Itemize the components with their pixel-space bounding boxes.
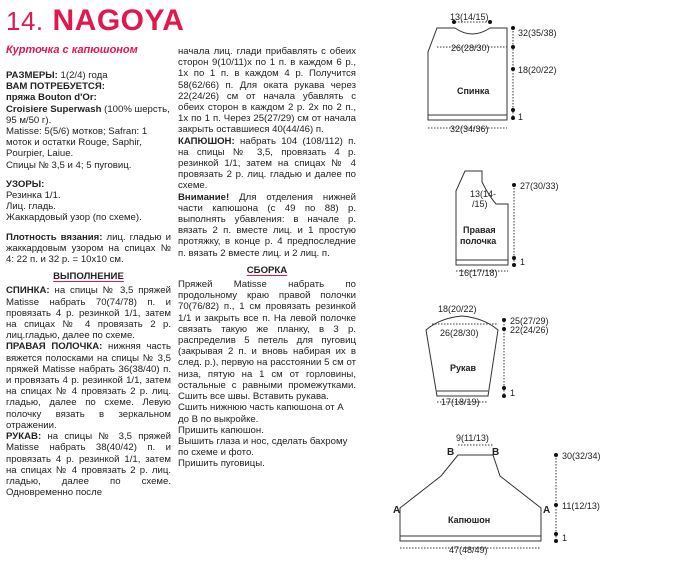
- sleeve-top: 18(20/22): [438, 304, 477, 314]
- pattern-subtitle: Курточка с капюшоном: [6, 44, 138, 56]
- yarn-label: пряжа Bouton d'Or:: [6, 92, 97, 104]
- yarn-matisse: Matisse: 5(5/6) мотков; Safran: 1 моток и остатки Rouge, Saphir, Pourpier, Laiue.: [6, 126, 148, 160]
- assembly-heading: СБОРКА: [246, 264, 288, 276]
- materials-heading: ВАМ ПОТРЕБУЕТСЯ:: [6, 81, 105, 93]
- front-label-2: полочка: [460, 236, 497, 246]
- front-label-1: Правая: [463, 225, 496, 235]
- assembly-step: Пришить капюшон.: [178, 424, 264, 436]
- measurement-dots: [452, 20, 558, 543]
- sleeve-rib: 1: [510, 388, 516, 398]
- back-total-height: 32(35/38): [518, 28, 557, 38]
- hood-rib: 1: [562, 533, 568, 543]
- hood-bottom-width: 47(48/49): [449, 545, 488, 555]
- pattern-title: [6, 4, 184, 38]
- hood-instructions: КАПЮШОН: набрать 104 (108/112) п. на спицы № 3,5, провязать 4 р. резинкой 1/1, затем на спицах № 4 провязать 2 р. лиц. гладью и далее по схеме.: [178, 135, 356, 192]
- front-rib: 1: [520, 257, 526, 267]
- assembly-step: Сшить нижнюю часть капюшона от A до B по выкройке.: [178, 402, 344, 425]
- assembly-instructions: Пряжей Matisse набрать по продольному краю правой полочки 70(76/82) п., 1 см провязать резинкой 1/1 и закрыть все п. На левой полочке связать такую же планку, в 3 р. распределив 5 петель для пуговиц (закрывая 2 п. и вновь набирая их в след. р.), первую на расстоянии 5 см от низа, пятую на 1 см от горловины, остальные с равными промежутками. Сшить все швы. Вставить рукава.: [178, 279, 356, 403]
- attention-note: Внимание! Для отделения нижней части капюшона (с 49 по 88) р. выполнять убавления: в начале р. вязать 2 п. вместе лиц. и 1 простую протяжку, в конце р. 4 предпоследние п. вязать 2 вместе лиц. и 2 лиц. п.: [178, 191, 356, 259]
- front-bottom-width: 16(17/18): [459, 268, 498, 278]
- density: Плотность вязания: лиц. гладью и жаккардовым узором на спицах № 4: 22 п. и 32 р. = 10х10 см.: [6, 231, 171, 266]
- back-schematic: [428, 22, 513, 128]
- pattern-number: 14.: [6, 6, 44, 36]
- schematics-panel: [380, 0, 699, 572]
- sleeve-height-2: 22(24/26): [510, 325, 549, 335]
- front-schematic: [456, 171, 514, 271]
- hood-point-a-left: A: [393, 505, 401, 516]
- pattern-item: Лиц. гладь.: [6, 201, 56, 213]
- back-top-width: 13(14/15): [450, 12, 489, 22]
- back-bottom-width: 32(34/36): [450, 124, 489, 134]
- back-label: Спинка: [457, 86, 490, 96]
- front-instructions: ПРАВАЯ ПОЛОЧКА: нижняя часть вяжется полосками на спицы № 3,5 пряжей Matisse набрать 36(38/40) п. и провязать 4 р. резинкой 1/1, затем на спицах № 4 провязать 2 р. лиц. гладью, далее по схеме. Левую полочку вязать в зеркальном отражении.: [6, 341, 171, 431]
- back-rib: 1: [518, 112, 524, 122]
- hood-top-width: 9(11/13): [456, 433, 489, 443]
- pattern-item: Жаккардовый узор (по схеме).: [6, 212, 142, 224]
- yarn-line: Croisiere Superwash (100% шерсть, 95 м/50 г).: [6, 103, 170, 126]
- hood-total-height: 30(32/34): [562, 451, 601, 461]
- sleeve-label: Рукав: [450, 363, 477, 373]
- sleeve-width: 26(28/30): [440, 328, 479, 338]
- hood-label: Капюшон: [448, 515, 491, 525]
- hood-point-b-right: B: [492, 447, 500, 458]
- hood-lower-height: 11(12/13): [562, 501, 600, 511]
- front-height: 27(30/33): [520, 181, 559, 191]
- execution-heading: ВЫПОЛНЕНИЕ: [53, 271, 124, 283]
- front-neck-2: /15): [472, 199, 488, 209]
- patterns-heading: УЗОРЫ:: [6, 178, 45, 190]
- assembly-step: Пришить пуговицы.: [178, 458, 265, 470]
- sleeve-bottom-width: 17(18/19): [441, 397, 480, 407]
- pattern-item: Резинка 1/1.: [6, 190, 61, 202]
- column-middle: [178, 46, 356, 470]
- hood-point-a-right: A: [543, 505, 551, 516]
- front-neck-1: 13(14-: [470, 189, 497, 199]
- sleeve-height-1: 25(27/29): [510, 316, 549, 326]
- needles: Спицы № 3,5 и 4; 5 пуговиц.: [6, 159, 132, 171]
- hood-schematic: [400, 445, 556, 548]
- sleeve-continuation: начала лиц. глади прибавлять с обеих сторон 9(10/11)х по 1 п. в каждом 6 р., 1х по 1 п. в каждом 4 р. Получится 58(62/66) п. Для оката рукава через 22(24/26) см от начала убавлять с обеих сторон в каждом 2 р. 2х по 2 п., 1х по 1 п. Через 25(27/29) см от начала закрыть оставшиеся 40(44/46) п.: [178, 46, 356, 136]
- back-neck-width: 26(28/30): [451, 43, 490, 53]
- column-left: [6, 70, 171, 498]
- sleeve-instructions: РУКАВ: на спицы № 3,5 пряжей Matisse набрать 38(40/42) п. и провязать 4 р. резинкой 1/1, затем на спицах № 4 провязать 2 р. лиц. гладью, далее по схеме. Одновременно после: [6, 431, 171, 499]
- back-instructions: СПИНКА: на спицы № 3,5 пряжей Matisse набрать 70(74/78) п. и провязать 4 р. резинкой 1/1, затем на спицах № 4 провязать 2 р. лиц.гладью, далее по схеме.: [6, 285, 171, 342]
- assembly-step: Вышить глаза и нос, сделать бахрому по схеме и фото.: [178, 435, 348, 459]
- pattern-name: NAGOYA: [52, 4, 185, 37]
- hood-point-b-left: B: [447, 447, 455, 458]
- sizes: РАЗМЕРЫ: 1(2/4) года: [6, 70, 108, 81]
- back-side-height: 18(20/22): [518, 65, 557, 75]
